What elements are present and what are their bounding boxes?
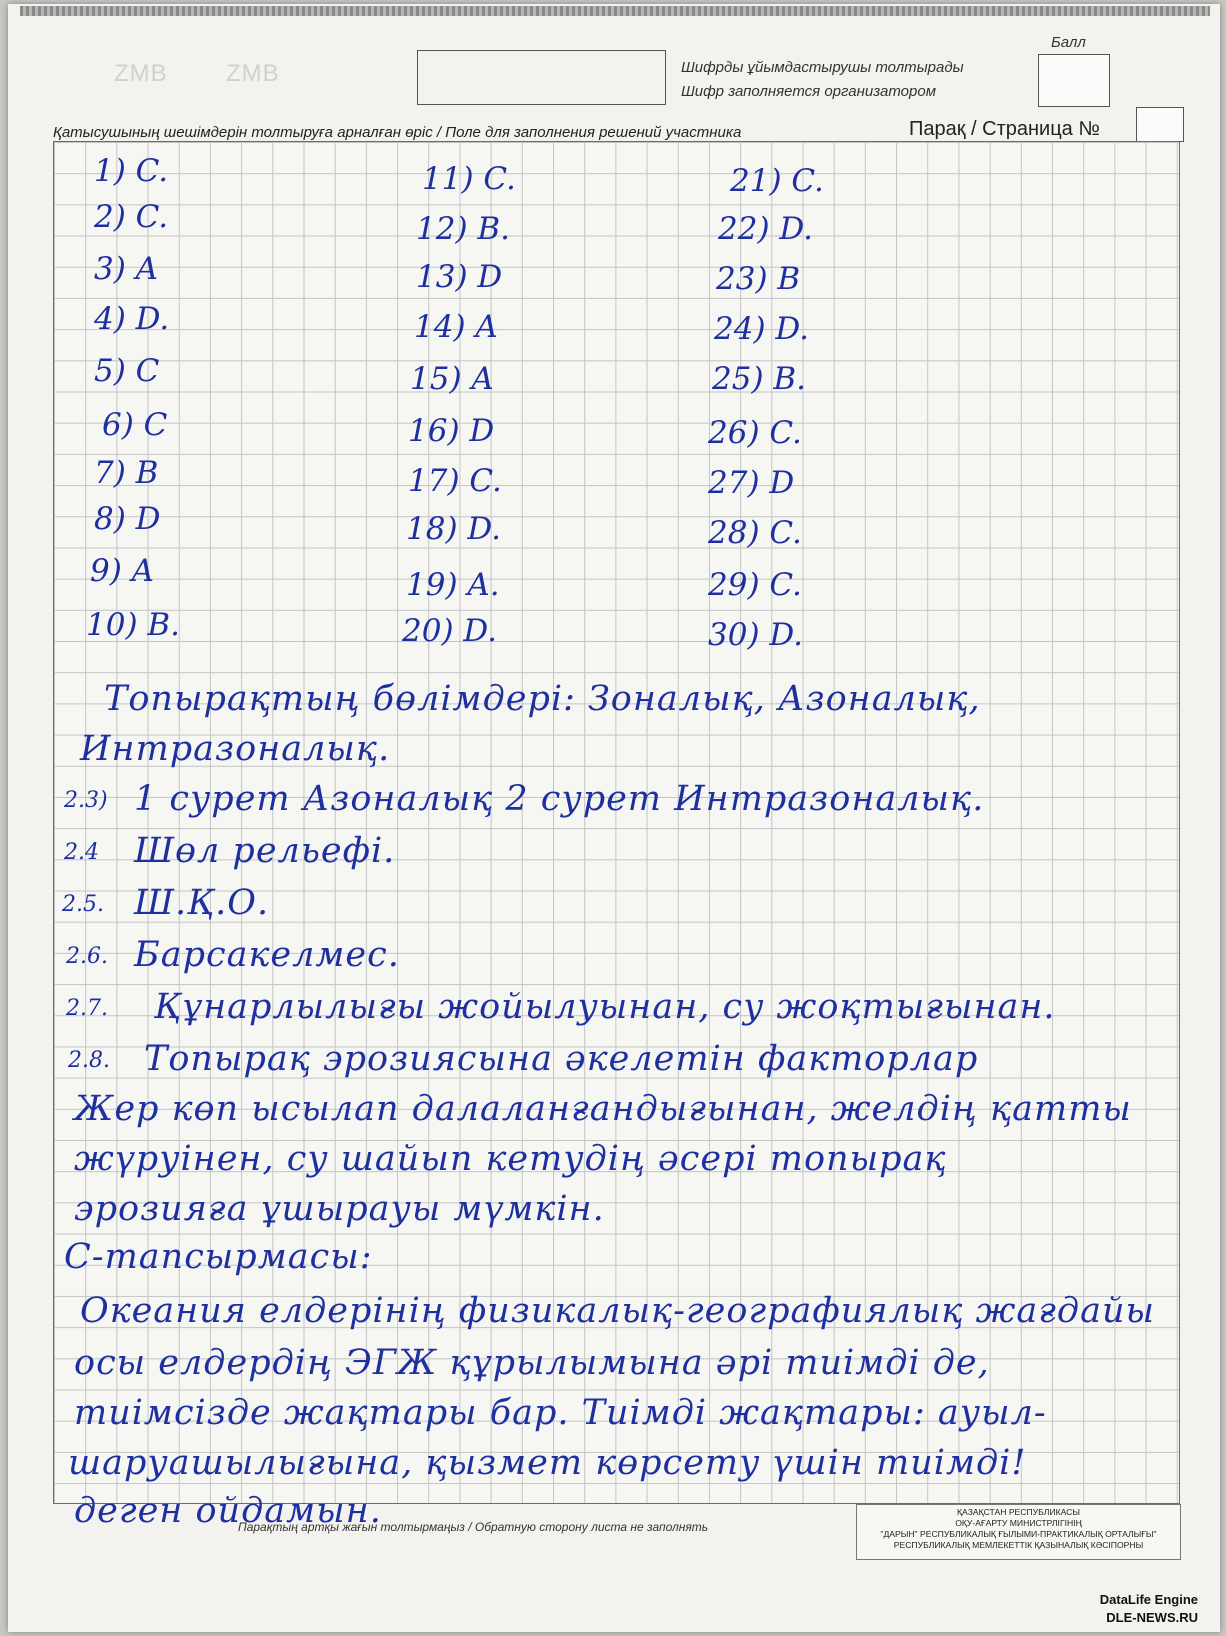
answer-text: Топырақ эрозиясына әкелетін факторлар <box>144 1039 979 1079</box>
stamp-line: ОҚУ-АҒАРТУ МИНИСТРЛІГІНІҢ <box>955 1518 1082 1528</box>
answer-text: Құнарлылығы жойылуынан, су жоқтығынан. <box>154 987 1056 1027</box>
stamp-line: РЕСПУБЛИКАЛЫҚ МЕМЛЕКЕТТІК ҚАЗЫНАЛЫҚ КӘСІПОРНЫ <box>893 1540 1144 1550</box>
question-number: 2.7. <box>66 996 108 1021</box>
answer-item: 30) D. <box>708 617 803 653</box>
answer-item: 6) C <box>102 407 168 443</box>
answer-item: 11) C. <box>422 161 516 197</box>
answer-item: 19) A. <box>406 567 500 603</box>
footer-note: Парақтың артқы жағын толтырмаңыз / Обратную сторону листа не заполнять <box>238 1520 709 1534</box>
answer-text: Ш.Қ.О. <box>134 883 270 923</box>
answer-text: жүруінен, су шайып кетудің әсері топырақ <box>74 1139 947 1179</box>
answer-item: 14) A <box>414 309 498 345</box>
answer-text: осы елдердің ЭГЖ құрылымына әрі тиімді де, <box>74 1343 990 1383</box>
answer-text: Интразоналық. <box>80 729 391 769</box>
watermark: ZMB <box>114 60 168 87</box>
answer-item: 7) B <box>94 455 159 491</box>
answer-item: 18) D. <box>406 511 501 547</box>
answer-item: 15) A <box>410 361 494 397</box>
answer-item: 24) D. <box>714 311 809 347</box>
answer-item: 29) C. <box>708 567 802 603</box>
score-label: Балл <box>1051 34 1086 51</box>
answer-item: 23) B <box>716 261 801 297</box>
answer-item: 3) A <box>94 251 159 287</box>
answer-item: 9) A <box>90 553 155 589</box>
section-heading: С-тапсырмасы: <box>64 1237 373 1277</box>
answer-item: 20) D. <box>402 613 497 649</box>
answer-sheet <box>8 4 1220 1632</box>
answer-item: 12) B. <box>416 211 511 247</box>
answer-text: деген ойдамын. <box>74 1491 382 1531</box>
answer-item: 8) D <box>94 501 161 537</box>
stamp-line: "ДАРЫН" РЕСПУБЛИКАЛЫҚ ҒЫЛЫМИ-ПРАКТИКАЛЫҚ ОРТАЛЫҒЫ" <box>880 1529 1157 1539</box>
organizer-note <box>681 56 964 104</box>
question-number: 2.8. <box>68 1048 110 1073</box>
answer-item: 16) D <box>408 413 495 449</box>
answer-text: Топырақтың бөлімдері: Зоналық, Азоналық, <box>104 679 981 719</box>
answer-item: 25) B. <box>712 361 807 397</box>
answer-item: 21) C. <box>730 163 824 199</box>
top-border-strip <box>20 6 1210 16</box>
question-number: 2.6. <box>66 944 108 969</box>
cipher-box <box>417 50 666 105</box>
answer-item: 4) D. <box>94 301 170 337</box>
answer-text: Шөл рельефі. <box>134 831 396 871</box>
answer-text: Океания елдерінің физикалық-географиялық жағдайы <box>80 1291 1156 1331</box>
answer-text: тиімсізде жақтары бар. Тиімді жақтары: ауыл- <box>74 1393 1047 1433</box>
answer-item: 28) C. <box>708 515 802 551</box>
answer-text: эрозияға ұшырауы мүмкін. <box>74 1189 605 1229</box>
organizer-note-ru: Шифр заполняется организатором <box>681 83 936 100</box>
answer-text: Жер көп ысылап далаланғандығынан, желдің қатты <box>74 1089 1132 1129</box>
answer-item: 2) C. <box>94 199 169 235</box>
answer-item: 1) C. <box>94 153 169 189</box>
institution-stamp <box>856 1504 1181 1560</box>
answer-item: 26) C. <box>708 415 802 451</box>
brand-watermark: DataLife Engine <box>1099 1592 1198 1607</box>
field-title: Қатысушының шешімдерін толтыруға арналған өріс / Поле для заполнения решений участника <box>53 124 742 141</box>
score-box <box>1038 54 1110 107</box>
brand-watermark-url: DLE-NEWS.RU <box>1106 1610 1198 1625</box>
organizer-note-kz: Шифрды ұйымдастырушы толтырады <box>681 59 964 76</box>
answer-text: Барсакелмес. <box>134 935 400 975</box>
answer-item: 10) B. <box>86 607 181 643</box>
page-label: Парақ / Страница № <box>909 118 1100 140</box>
answer-text: шаруашылығына, қызмет көрсету үшін тиімді! <box>68 1443 1027 1483</box>
answer-item: 5) C <box>94 353 160 389</box>
watermark: ZMB <box>226 60 280 87</box>
answer-item: 27) D <box>708 465 795 501</box>
answer-item: 13) D <box>416 259 503 295</box>
answer-text: 1 сурет Азоналық 2 сурет Интразоналық. <box>134 779 985 819</box>
stamp-line: ҚАЗАҚСТАН РЕСПУБЛИКАСЫ <box>957 1507 1080 1517</box>
question-number: 2.3) <box>64 788 108 813</box>
answer-item: 17) C. <box>408 463 502 499</box>
page-number-box <box>1136 107 1184 142</box>
question-number: 2.5. <box>62 892 104 917</box>
question-number: 2.4 <box>64 840 99 865</box>
answer-item: 22) D. <box>718 211 813 247</box>
